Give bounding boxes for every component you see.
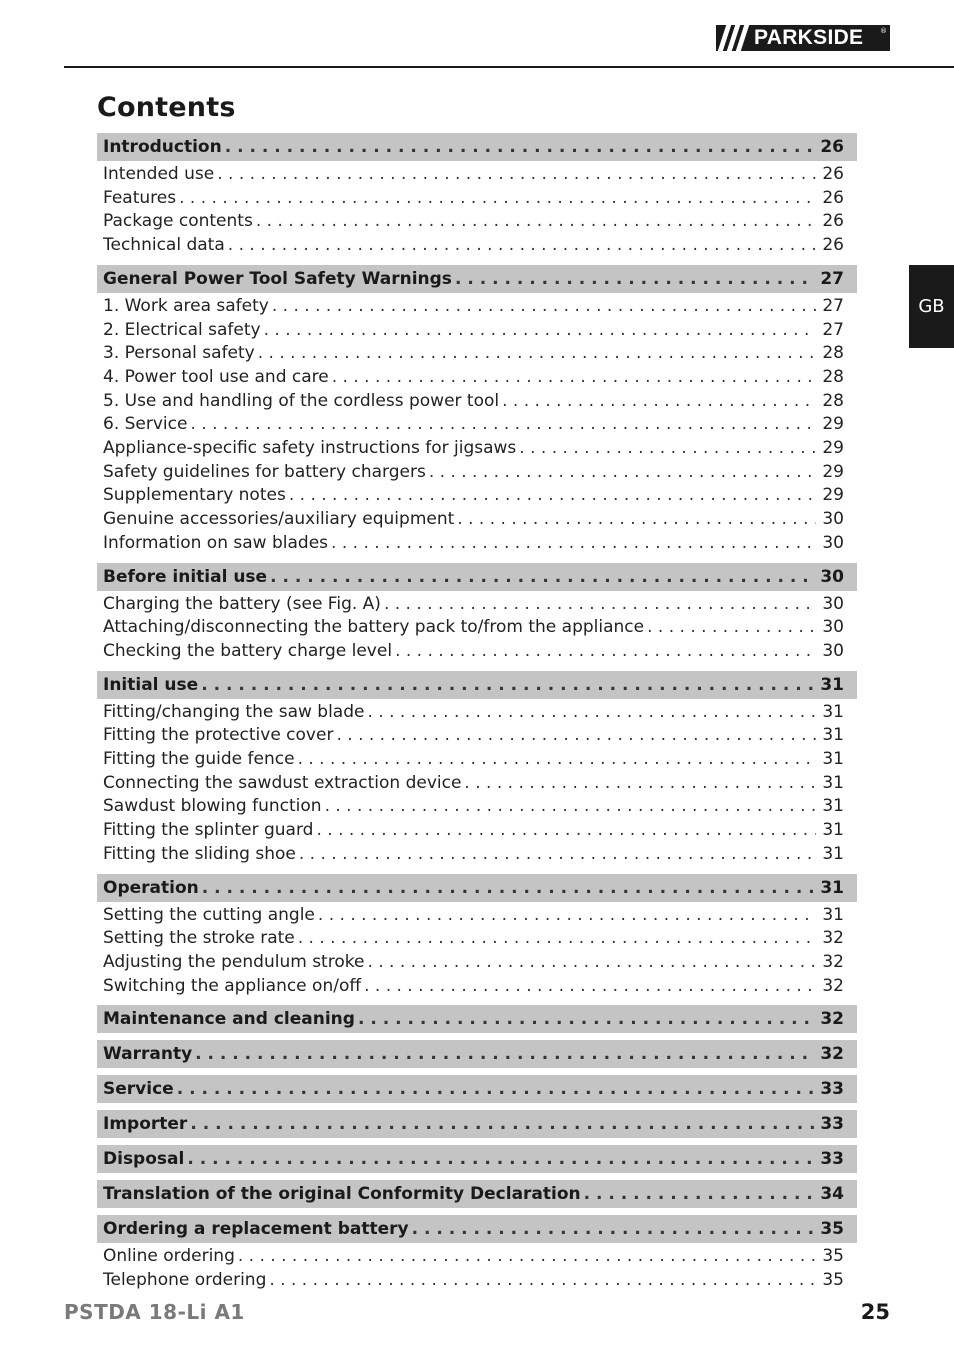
- toc-section-title: Ordering a replacement battery: [103, 1219, 409, 1240]
- toc-leader-dots: [217, 163, 816, 187]
- toc-section: [97, 563, 857, 664]
- toc-entry[interactable]: [97, 748, 857, 772]
- toc-entry-label: Package contents: [103, 211, 253, 232]
- toc-entry-label: Fitting the splinter guard: [103, 820, 314, 841]
- toc-entry-label: 6. Service: [103, 414, 188, 435]
- toc-entry-label: 2. Electrical safety: [103, 319, 261, 340]
- toc-entry-page: 26: [822, 187, 844, 208]
- toc-leader-dots: [331, 532, 816, 556]
- toc-entry[interactable]: [97, 1269, 857, 1293]
- toc-leader-dots: [455, 265, 814, 293]
- toc-entry-page: 35: [822, 1246, 844, 1267]
- toc-entry[interactable]: [97, 319, 857, 343]
- toc-entry[interactable]: [97, 295, 857, 319]
- toc-section-page: 33: [820, 1114, 844, 1135]
- toc-section-page: 31: [820, 674, 844, 695]
- toc-leader-dots: [202, 874, 815, 902]
- toc-section-title: Importer: [103, 1114, 188, 1135]
- toc-section-heading[interactable]: [97, 1005, 857, 1033]
- toc-entry[interactable]: [97, 1245, 857, 1269]
- toc-section-title: Before initial use: [103, 566, 268, 587]
- toc-entry-label: Genuine accessories/auxiliary equipment: [103, 509, 455, 530]
- toc-entry-page: 29: [822, 461, 844, 482]
- toc-entry-label: Charging the battery (see Fig. A): [103, 593, 381, 614]
- toc-entry-label: Checking the battery charge level: [103, 640, 393, 661]
- toc-section: [97, 671, 857, 867]
- page-title: Contents: [97, 92, 236, 123]
- toc-entry[interactable]: [97, 616, 857, 640]
- toc-leader-dots: [272, 295, 817, 319]
- toc-entry[interactable]: [97, 532, 857, 556]
- toc-entry-page: 31: [822, 820, 844, 841]
- toc-leader-dots: [258, 342, 817, 366]
- toc-leader-dots: [187, 1145, 814, 1173]
- toc-entry[interactable]: [97, 366, 857, 390]
- toc-entry[interactable]: [97, 163, 857, 187]
- parkside-logo: [716, 25, 890, 51]
- toc-section-heading[interactable]: [97, 1180, 857, 1208]
- toc-section-title: Initial use: [103, 674, 199, 695]
- footer-page-number: 25: [860, 1300, 890, 1324]
- toc-entry[interactable]: [97, 772, 857, 796]
- toc-leader-dots: [358, 1005, 814, 1033]
- toc-section-page: 32: [820, 1009, 844, 1030]
- toc-entry-page: 31: [822, 725, 844, 746]
- toc-section-page: 30: [820, 566, 844, 587]
- toc-entry[interactable]: [97, 819, 857, 843]
- toc-section-title: Service: [103, 1079, 174, 1100]
- toc-entry[interactable]: [97, 724, 857, 748]
- toc-entry[interactable]: [97, 210, 857, 234]
- toc-leader-dots: [264, 319, 817, 343]
- toc-entry-page: 26: [822, 164, 844, 184]
- toc-entry-label: Online ordering: [103, 1246, 235, 1267]
- toc-leader-dots: [256, 210, 817, 234]
- toc-section-page: 34: [820, 1184, 844, 1205]
- toc-entry-label: Supplementary notes: [103, 485, 286, 506]
- toc-entry-label: Technical data: [103, 235, 225, 256]
- toc-leader-dots: [647, 616, 816, 640]
- toc-entry-label: 1. Work area safety: [103, 295, 269, 316]
- toc-entry-page: 29: [822, 485, 844, 506]
- toc-section-title: General Power Tool Safety Warnings: [103, 268, 452, 289]
- toc-entry-label: Adjusting the pendulum stroke: [103, 951, 365, 972]
- toc-entry-page: 28: [822, 343, 844, 364]
- toc-entry-page: 30: [822, 593, 844, 614]
- toc-entry-page: 31: [822, 701, 844, 722]
- toc-entry-page: 31: [822, 772, 844, 793]
- toc-entry-label: Switching the appliance on/off: [103, 975, 362, 996]
- toc-section-heading[interactable]: [97, 265, 857, 293]
- toc-section-page: 32: [820, 1044, 844, 1065]
- toc-section: [97, 265, 857, 556]
- toc-leader-dots: [502, 390, 816, 414]
- toc-entry-page: 32: [822, 975, 844, 996]
- toc-entry-label: Information on saw blades: [103, 532, 329, 553]
- toc-section: [97, 1075, 857, 1103]
- toc-entry[interactable]: [97, 461, 857, 485]
- toc-section-page: 35: [820, 1219, 844, 1240]
- toc-entry-page: 27: [822, 295, 844, 316]
- toc-entry-page: 29: [822, 414, 844, 435]
- toc-leader-dots: [238, 1245, 817, 1269]
- toc-leader-dots: [316, 819, 816, 843]
- toc-section-title: Maintenance and cleaning: [103, 1009, 355, 1030]
- toc-section-page: 31: [820, 877, 844, 898]
- toc-entry-page: 27: [822, 319, 844, 340]
- toc-entry-page: 31: [822, 843, 844, 864]
- toc-section-title: Introduction: [103, 137, 222, 157]
- toc-leader-dots: [190, 1110, 814, 1138]
- toc-leader-dots: [325, 795, 817, 819]
- toc-entry-page: 29: [822, 438, 844, 459]
- toc-leader-dots: [179, 187, 816, 211]
- toc-entry-label: Safety guidelines for battery chargers: [103, 461, 426, 482]
- toc-entry-page: 28: [822, 366, 844, 387]
- toc-entry[interactable]: [97, 508, 857, 532]
- toc-section-heading[interactable]: [97, 874, 857, 902]
- toc-section: [97, 874, 857, 999]
- toc-section: [97, 133, 857, 258]
- toc-section-title: Warranty: [103, 1044, 193, 1065]
- toc-entry-label: Appliance-specific safety instructions for jigsaws: [103, 438, 517, 459]
- toc-entry[interactable]: [97, 904, 857, 928]
- toc-entry-page: 28: [822, 390, 844, 411]
- toc-section-title: Operation: [103, 877, 199, 898]
- toc-section-heading[interactable]: [97, 1215, 857, 1243]
- toc-entry-page: 30: [822, 640, 844, 661]
- toc-section-title: Translation of the original Conformity Declaration: [103, 1184, 581, 1205]
- toc-leader-dots: [364, 975, 816, 999]
- toc-entry-label: Setting the cutting angle: [103, 904, 315, 925]
- toc-entry-label: 5. Use and handling of the cordless power tool: [103, 390, 500, 411]
- toc-section: [97, 1110, 857, 1138]
- table-of-contents: [97, 133, 857, 1300]
- footer-model: PSTDA 18-Li A1: [64, 1300, 245, 1324]
- toc-entry[interactable]: [97, 234, 857, 258]
- toc-entry-page: 31: [822, 904, 844, 925]
- language-tab: GB: [909, 265, 954, 348]
- toc-leader-dots: [367, 951, 816, 975]
- toc-entry-label: 3. Personal safety: [103, 343, 255, 364]
- toc-entry[interactable]: [97, 390, 857, 414]
- toc-entry[interactable]: [97, 701, 857, 725]
- registered-mark: ®: [880, 27, 887, 35]
- toc-leader-dots: [429, 461, 817, 485]
- toc-entry-label: Connecting the sawdust extraction device: [103, 772, 462, 793]
- toc-entry[interactable]: [97, 437, 857, 461]
- toc-entry-label: Setting the stroke rate: [103, 928, 295, 949]
- toc-section-heading[interactable]: [97, 1145, 857, 1173]
- toc-leader-dots: [519, 437, 816, 461]
- toc-leader-dots: [177, 1075, 815, 1103]
- toc-section: [97, 1145, 857, 1173]
- toc-entry-page: 26: [822, 235, 844, 256]
- toc-entry-page: 30: [822, 509, 844, 530]
- toc-leader-dots: [318, 904, 816, 928]
- toc-leader-dots: [367, 701, 816, 725]
- toc-section-heading[interactable]: [97, 1040, 857, 1068]
- toc-leader-dots: [457, 508, 816, 532]
- toc-section-heading[interactable]: [97, 671, 857, 699]
- toc-entry[interactable]: [97, 413, 857, 437]
- toc-leader-dots: [336, 724, 816, 748]
- toc-leader-dots: [299, 843, 816, 867]
- toc-entry-label: 4. Power tool use and care: [103, 366, 329, 387]
- toc-entry-label: Sawdust blowing function: [103, 796, 322, 817]
- toc-entry-page: 31: [822, 749, 844, 770]
- toc-leader-dots: [289, 484, 817, 508]
- toc-entry-label: Fitting/changing the saw blade: [103, 701, 365, 722]
- toc-entry-label: Fitting the sliding shoe: [103, 843, 296, 864]
- toc-leader-dots: [270, 563, 814, 591]
- toc-entry-label: Attaching/disconnecting the battery pack to/from the appliance: [103, 617, 645, 638]
- toc-leader-dots: [228, 234, 817, 258]
- toc-leader-dots: [225, 133, 815, 161]
- toc-section-page: 33: [820, 1149, 844, 1170]
- brand-name: PARKSIDE: [754, 26, 864, 49]
- toc-entry[interactable]: [97, 843, 857, 867]
- toc-entry-page: 32: [822, 951, 844, 972]
- toc-leader-dots: [412, 1215, 815, 1243]
- toc-entry-label: Features: [103, 187, 177, 208]
- toc-entry-page: 26: [822, 211, 844, 232]
- toc-entry-label: Telephone ordering: [103, 1270, 267, 1291]
- toc-entry[interactable]: [97, 795, 857, 819]
- toc-section: [97, 1215, 857, 1292]
- toc-section-page: 26: [820, 137, 844, 157]
- toc-entry[interactable]: [97, 640, 857, 664]
- toc-entry[interactable]: [97, 342, 857, 366]
- toc-entry[interactable]: [97, 927, 857, 951]
- toc-leader-dots: [190, 413, 816, 437]
- toc-leader-dots: [195, 1040, 814, 1068]
- toc-section-heading[interactable]: [97, 563, 857, 591]
- toc-section-page: 27: [820, 268, 844, 289]
- logo-stripes-icon: [716, 25, 750, 51]
- toc-entry-label: Intended use: [103, 164, 215, 184]
- toc-leader-dots: [332, 366, 817, 390]
- toc-section-page: 33: [820, 1079, 844, 1100]
- toc-leader-dots: [384, 593, 816, 617]
- header-rule: [64, 66, 954, 68]
- toc-leader-dots: [298, 927, 817, 951]
- toc-entry[interactable]: [97, 975, 857, 999]
- toc-section: [97, 1180, 857, 1208]
- toc-leader-dots: [298, 748, 817, 772]
- toc-entry-page: 30: [822, 532, 844, 553]
- toc-entry-page: 30: [822, 617, 844, 638]
- toc-entry-page: 31: [822, 796, 844, 817]
- toc-entry[interactable]: [97, 187, 857, 211]
- toc-leader-dots: [395, 640, 816, 664]
- toc-section-heading[interactable]: [97, 1075, 857, 1103]
- toc-section: [97, 1005, 857, 1033]
- toc-entry[interactable]: [97, 951, 857, 975]
- toc-entry[interactable]: [97, 484, 857, 508]
- toc-leader-dots: [464, 772, 816, 796]
- toc-leader-dots: [584, 1180, 815, 1208]
- toc-entry-page: 35: [822, 1270, 844, 1291]
- toc-entry[interactable]: [97, 593, 857, 617]
- toc-section-heading[interactable]: [97, 1110, 857, 1138]
- toc-section: [97, 1040, 857, 1068]
- toc-section-title: Disposal: [103, 1149, 185, 1170]
- toc-entry-label: Fitting the protective cover: [103, 725, 334, 746]
- toc-entry-page: 32: [822, 928, 844, 949]
- toc-section-heading[interactable]: [97, 133, 857, 161]
- toc-entry-label: Fitting the guide fence: [103, 749, 295, 770]
- toc-leader-dots: [201, 671, 814, 699]
- toc-leader-dots: [269, 1269, 816, 1293]
